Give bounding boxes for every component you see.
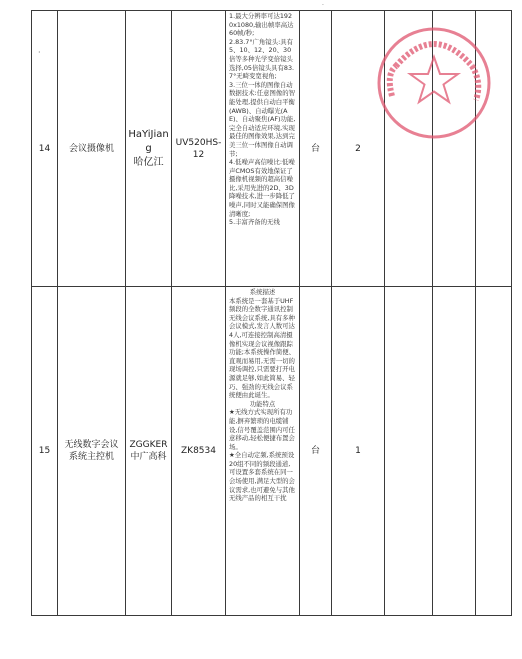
param-feature: ★全自动定频,系统预设20组不同的频段通道,可设置多套系统在同一会场使用,满足大型的会议需求,也可避免与其他无线产品的相互干扰 xyxy=(229,451,295,503)
param-feature: ★无线方式实现所有功能,摒弃繁琐的电缆铺设,信号覆盖范围内可任意移动,轻松便捷布置会场。 xyxy=(229,408,295,451)
brand-line: g xyxy=(145,142,152,154)
empty-cell xyxy=(433,287,476,616)
param-line: 2.83.7°广角镜头:具有5、10、12、20、30倍等多种光学变倍镜头选择,05倍镜头具有83.7°无畸变宽视角; xyxy=(229,37,295,81)
unit: 台 xyxy=(300,287,332,616)
param-line: 3.三位一体的图像自动数据技术:任意图像的智能处理,提供自动白平衡(AWB)、自动曝光(AE)、自动聚焦(AF)功能,完全自动适应环境,实现最佳的图像效果,达到完美三位一体图像自动调节; xyxy=(229,80,296,158)
param-intro: 本系统是一套基于UHF频段的全数字通讯控制无线会议系统,具有多种会议模式,发言人数可达4人,可连接控制高清摄像机实现会议视像跟踪功能;本系统操作简便、直观而易用,无需一切的现场调控,只需要打开电源就足够,如此简易、轻巧、强劲的无线会议系统便由此诞生。 xyxy=(229,296,296,400)
left-mark: · xyxy=(38,48,41,57)
param-line: 4.低噪声高信噪比:低噪声CMOS有效地保证了摄像机视频的超高信噪比,采用先进的2D、3D降噪技术,进一步降低了噪声,同时又能确保图像清晰度; xyxy=(229,158,295,218)
brand-line: HaYiJian xyxy=(128,128,169,140)
row-number: 14 xyxy=(32,11,58,287)
quantity: 2 xyxy=(332,11,385,287)
row-number: 15 xyxy=(32,287,58,616)
parameters xyxy=(226,11,300,287)
empty-cell xyxy=(476,287,512,616)
brand xyxy=(126,11,172,287)
quantity: 1 xyxy=(332,287,385,616)
brand-line: 中广高科 xyxy=(130,452,167,462)
brand-line: ZGGKER xyxy=(129,440,168,450)
empty-cell xyxy=(385,287,433,616)
param-title: 系统描述 xyxy=(249,288,276,296)
name-line: 无线数字会议 xyxy=(64,440,119,450)
param-feature-title: 功能特点 xyxy=(249,399,276,408)
param-line: 1.最大分辨率可达1920x1080,输出帧率高达60帧/秒; xyxy=(229,12,294,38)
brand-line: 哈亿江 xyxy=(133,156,164,168)
name-line: 系统主控机 xyxy=(68,452,114,462)
company-seal xyxy=(374,24,494,142)
table-row xyxy=(32,287,512,616)
model: UV520HS-12 xyxy=(172,11,226,287)
brand xyxy=(126,287,172,616)
parameters xyxy=(226,287,300,616)
top-mark: · xyxy=(322,2,324,9)
item-name: 会议摄像机 xyxy=(58,11,126,287)
param-line: 5.丰富齐备的无线 xyxy=(229,218,280,227)
item-name xyxy=(58,287,126,616)
unit: 台 xyxy=(300,11,332,287)
model: ZK8534 xyxy=(172,287,226,616)
